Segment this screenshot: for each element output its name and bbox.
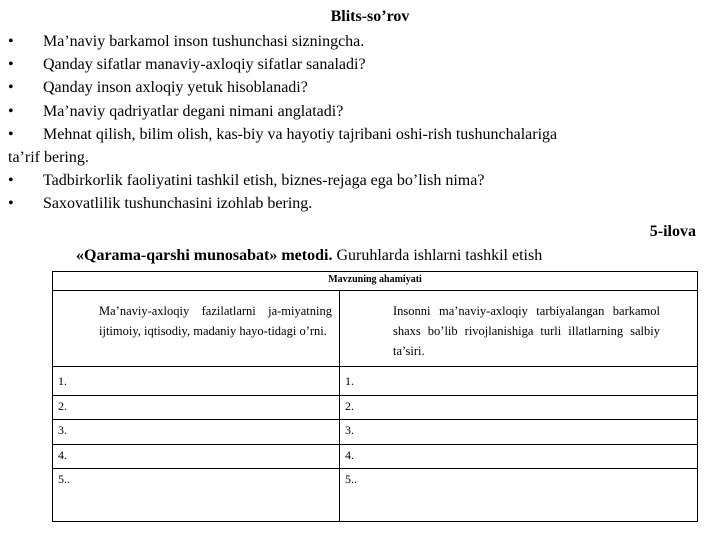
row-number-right: 3. [345,423,354,437]
method-description: Guruhlarda ishlarni tashkil etish [332,247,543,264]
list-item [8,192,708,215]
question-text: Qanday inson axloqiy yetuk hisoblanadi? [43,79,308,97]
bullet-icon: • [8,79,14,97]
row-divider [53,468,697,469]
comparison-table [52,271,698,522]
bullet-icon: • [8,56,14,74]
row-number-left: 2. [58,399,67,413]
row-divider [53,366,697,367]
question-text: Ma’naviy barkamol inson tushunchasi sizningcha. [43,33,365,50]
question-continuation: ta’rif bering. [8,149,89,167]
method-heading [76,247,542,265]
question-text: Saxovatlilik tushunchasini izohlab bering. [43,195,313,213]
bullet-icon: • [8,125,14,143]
list-item [8,53,708,76]
row-number-left: 4. [58,448,67,462]
row-number-right: 1. [345,374,354,388]
bullet-icon: • [8,195,14,213]
question-text: Tadbirkorlik faoliyatini tashkil etish, biznes-rejaga ega bo’lish nima? [43,172,485,190]
method-name: «Qarama-qarshi munosabat» metodi. [76,247,333,264]
right-column-description: Insonni ma’naviy-axloqiy tarbiyalangan barkamol shaxs bo’lib rivojlanishiga turli illatlarning salbiy ta’siri. [393,304,660,358]
bullet-icon: • [8,33,14,50]
row-number-left: 3. [58,423,67,437]
bullet-icon: • [8,172,14,190]
row-number-right: 2. [345,399,354,413]
table-header: Mavzuning ahamiyati [53,272,697,291]
list-item [8,100,708,123]
list-item [8,30,708,53]
row-divider [53,395,697,396]
row-number-right: 5.. [345,472,357,486]
question-text: Ma’naviy qadriyatlar degani nimani anglatadi? [43,102,344,120]
list-item [8,169,708,192]
page-title: Blits-so’rov [330,8,410,25]
row-number-left: 5.. [58,472,70,486]
row-divider [53,419,697,420]
row-number-left: 1. [58,374,67,388]
left-column-description: Ma’naviy-axloqiy fazilatlarni ja-miyatning ijtimoiy, iqtisodiy, madaniy hayo-tidagi o’rni. [99,304,332,338]
bullet-icon: • [8,102,14,120]
row-divider [53,444,697,445]
list-item [8,76,708,99]
appendix-label: 5-ilova [649,223,696,240]
question-list [8,30,708,216]
column-divider [339,290,340,521]
question-text: Mehnat qilish, bilim olish, kas-biy va hayotiy tajribani oshi-rish tushunchalariga [43,125,558,143]
question-text: Qanday sifatlar manaviy-axloqiy sifatlar sanaladi? [43,56,366,74]
list-item [8,123,708,146]
row-number-right: 4. [345,448,354,462]
